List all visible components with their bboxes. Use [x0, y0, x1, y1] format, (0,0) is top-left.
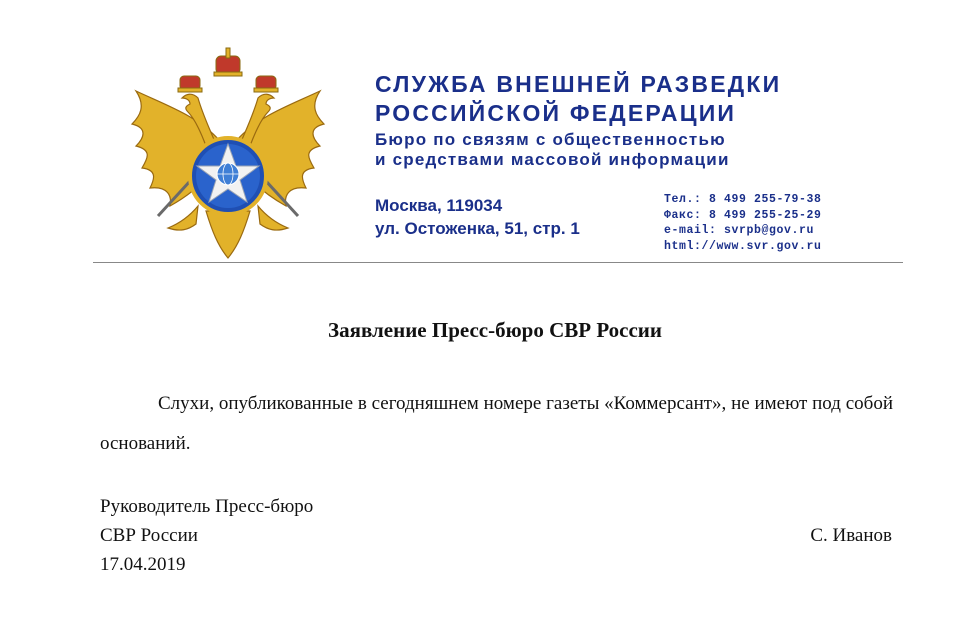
postal-address	[375, 194, 580, 240]
bureau-name-line1: Бюро по связям с общественностью	[375, 130, 726, 149]
signer-position-line1: Руководитель Пресс-бюро	[100, 496, 314, 517]
statement-body	[100, 384, 893, 464]
document-date: 17.04.2019	[100, 554, 186, 575]
address-city-line: Москва, 119034	[375, 196, 503, 215]
org-name-line2: РОССИЙСКОЙ ФЕДЕРАЦИИ	[375, 100, 737, 126]
statement-title: Заявление Пресс-бюро СВР России	[328, 318, 662, 342]
signer-name: С. Иванов	[810, 525, 892, 546]
header-divider	[93, 262, 903, 263]
email-address: e-mail: svrpb@gov.ru	[664, 224, 815, 237]
organization-name-block	[375, 70, 781, 170]
website-address: html://www.svr.gov.ru	[664, 239, 822, 253]
org-name-line1: СЛУЖБА ВНЕШНЕЙ РАЗВЕДКИ	[375, 71, 782, 97]
bureau-name-line2: и средствами массовой информации	[375, 150, 730, 169]
phone-number: Тел.: 8 499 255-79-38	[664, 193, 822, 206]
statement-paragraph: Слухи, опубликованные в сегодняшнем номере газеты «Коммерсант», не имеют под собой оснований.	[100, 393, 893, 454]
address-street-line: ул. Остоженка, 51, стр. 1	[375, 219, 580, 238]
signature-block	[100, 492, 313, 579]
signer-position-line2: СВР России	[100, 525, 198, 546]
double-headed-eagle-emblem-icon	[128, 46, 328, 261]
contact-info	[664, 192, 822, 254]
fax-number: Факс: 8 499 255-25-29	[664, 208, 822, 222]
